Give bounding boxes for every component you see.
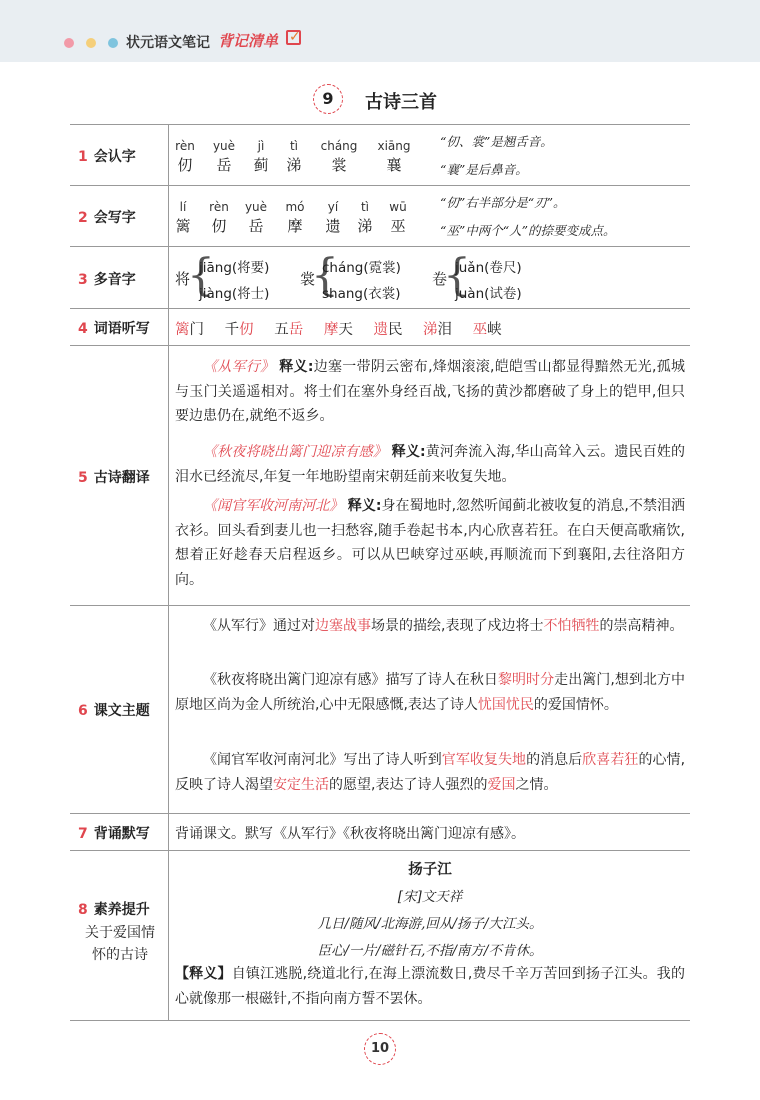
checkbox-icon: ✓	[286, 30, 301, 45]
section-label-dictation: 4 词语听写	[78, 321, 150, 337]
lesson-title: 古诗三首	[365, 92, 437, 113]
polyphone-char: 裳	[300, 270, 316, 288]
char: 岳	[216, 156, 232, 174]
section-label-extension: 8 素养提升	[78, 902, 150, 918]
translation-paragraph: 《从军行》 释义:边塞一带阴云密布,烽烟滚滚,皑皑雪山都显得黯然无光,孤城与玉门关遥遥相对。将士们在塞外身经百战,飞扬的黄沙都磨破了身上的铠甲,但只要边患仍在,就绝不返乡。	[175, 359, 685, 424]
translation-paragraph: 《闻官军收河南河北》 释义:身在蜀地时,忽然听闻蓟北被收复的消息,不禁泪洒衣衫。回头看到妻儿也一扫愁容,随手卷起书本,内心欣喜若狂。在白天便高歌痛饮,想着正好趁春天启程返乡。可以从巴峡穿过巫峡,再顺流而下到襄阳,去往洛阳方向。	[175, 498, 685, 588]
polyphone-reading: juàn(试卷)	[455, 286, 522, 302]
polyphone-char: 将	[175, 270, 191, 288]
pinyin: tì	[289, 139, 299, 153]
brace-icon: {	[187, 250, 215, 301]
dictation-word: 遗民	[373, 322, 403, 338]
decor-dots	[64, 38, 118, 48]
extension-poem-line: 臣心/一片/磁针石,不指/南方/不肯休。	[317, 943, 543, 959]
pinyin: cháng	[320, 139, 358, 153]
section-label-polyphone: 3 多音字	[78, 272, 136, 288]
polyphone-reading: jiàng(将士)	[199, 286, 270, 302]
pinyin: rèn	[175, 139, 195, 153]
row-divider	[70, 850, 690, 851]
pinyin: yuè	[212, 139, 236, 153]
dot-pink	[64, 38, 74, 48]
column-divider	[168, 124, 169, 1020]
polyphone-reading: juǎn(卷尺)	[455, 260, 522, 276]
table-bottom-line	[70, 1020, 690, 1021]
polyphone-reading: jiāng(将要)	[199, 260, 270, 276]
write-note: “巫”中两个“人”的捺要变成点。	[440, 223, 616, 238]
section-label-write: 2 会写字	[78, 210, 136, 226]
pinyin: jì	[257, 139, 265, 153]
extension-poem-author: [宋]文天祥	[397, 889, 463, 905]
write-note: “仞”右半部分是“刃”。	[440, 195, 566, 210]
row-divider	[70, 246, 690, 247]
theme-paragraph: 《从军行》通过对边塞战事场景的描绘,表现了戍边将士不怕牺牲的崇高精神。	[203, 618, 684, 634]
section-label-translation: 5 古诗翻译	[78, 470, 150, 486]
char: 篱	[175, 217, 191, 235]
table-top-line	[70, 124, 690, 125]
section-sublabel: 关于爱国情 怀的古诗	[85, 925, 155, 963]
top-bar	[0, 0, 760, 62]
theme-paragraph: 《闻官军收河南河北》写出了诗人听到官军收复失地的消息后欣喜若狂的心情,反映了诗人渴望安定生活的愿望,表达了诗人强烈的爱国之情。	[175, 752, 686, 793]
dictation-word: 篱门	[175, 322, 204, 338]
row-divider	[70, 605, 690, 606]
recite-text: 背诵课文。默写《从军行》《秋夜将晓出篱门迎凉有感》。	[175, 826, 525, 842]
dictation-word: 涕泪	[423, 322, 453, 338]
section-label-recognize: 1 会认字	[78, 149, 136, 165]
recognize-note: “仞、裳”是翘舌音。	[440, 134, 553, 149]
pinyin: yuè	[244, 200, 268, 214]
pinyin: lí	[179, 200, 187, 214]
char: 遗	[325, 217, 341, 235]
lesson-number: 9	[313, 84, 343, 114]
pinyin: rèn	[209, 200, 229, 214]
polyphone-reading: shang(衣裳)	[322, 286, 401, 302]
char: 襄	[386, 156, 402, 174]
pinyin: yí	[327, 200, 339, 214]
dictation-words	[175, 318, 518, 339]
row-divider	[70, 345, 690, 346]
banner-title: 背记清单	[218, 32, 279, 50]
polyphone-char: 卷	[432, 270, 448, 288]
dot-blue	[108, 38, 118, 48]
dot-yellow	[86, 38, 96, 48]
char: 蓟	[253, 156, 269, 174]
theme-paragraph: 《秋夜将晓出篱门迎凉有感》描写了诗人在秋日黎明时分走出篱门,想到北方中原地区尚为金人所统治,心中无限感慨,表达了诗人忧国忧民的爱国情怀。	[175, 672, 686, 713]
brace-icon: {	[443, 250, 471, 301]
section-label-recite: 7 背诵默写	[78, 826, 150, 842]
pinyin: tì	[360, 200, 370, 214]
row-divider	[70, 185, 690, 186]
char: 仞	[177, 156, 193, 174]
dictation-word: 摩天	[323, 322, 353, 338]
brand-title: 状元语文笔记	[126, 35, 210, 51]
page-number: 10	[364, 1033, 396, 1065]
row-divider	[70, 308, 690, 309]
extension-translation: 【释义】自镇江逃脱,绕道北行,在海上漂流数日,费尽千辛万苦回到扬子江头。我的心就像那一根磁针,不指向南方誓不罢休。	[175, 966, 685, 1007]
pinyin: mó	[285, 200, 305, 214]
char: 仞	[211, 217, 227, 235]
char: 涕	[357, 217, 373, 235]
extension-poem-line: 几日/随风/北海游,回从/扬子/大江头。	[317, 916, 543, 932]
translation-paragraph: 《秋夜将晓出篱门迎凉有感》 释义:黄河奔流入海,华山高耸入云。遗民百姓的泪水已经流尽,年复一年地盼望南宋朝廷前来收复失地。	[175, 444, 686, 485]
section-label-theme: 6 课文主题	[78, 703, 150, 719]
dictation-word: 千仞	[224, 322, 254, 338]
extension-poem-title: 扬子江	[408, 862, 452, 878]
dictation-word: 五岳	[274, 322, 304, 338]
pinyin: wū	[389, 200, 407, 214]
brace-icon: {	[311, 250, 339, 301]
char: 岳	[248, 217, 264, 235]
char: 巫	[390, 217, 406, 235]
char: 摩	[287, 217, 303, 235]
polyphone-reading: cháng(霓裳)	[322, 260, 401, 276]
pinyin: xiāng	[377, 139, 411, 153]
recognize-note: “襄”是后鼻音。	[440, 162, 528, 177]
char: 涕	[286, 156, 302, 174]
char: 裳	[331, 156, 347, 174]
dictation-word: 巫峡	[472, 322, 502, 338]
row-divider	[70, 813, 690, 814]
